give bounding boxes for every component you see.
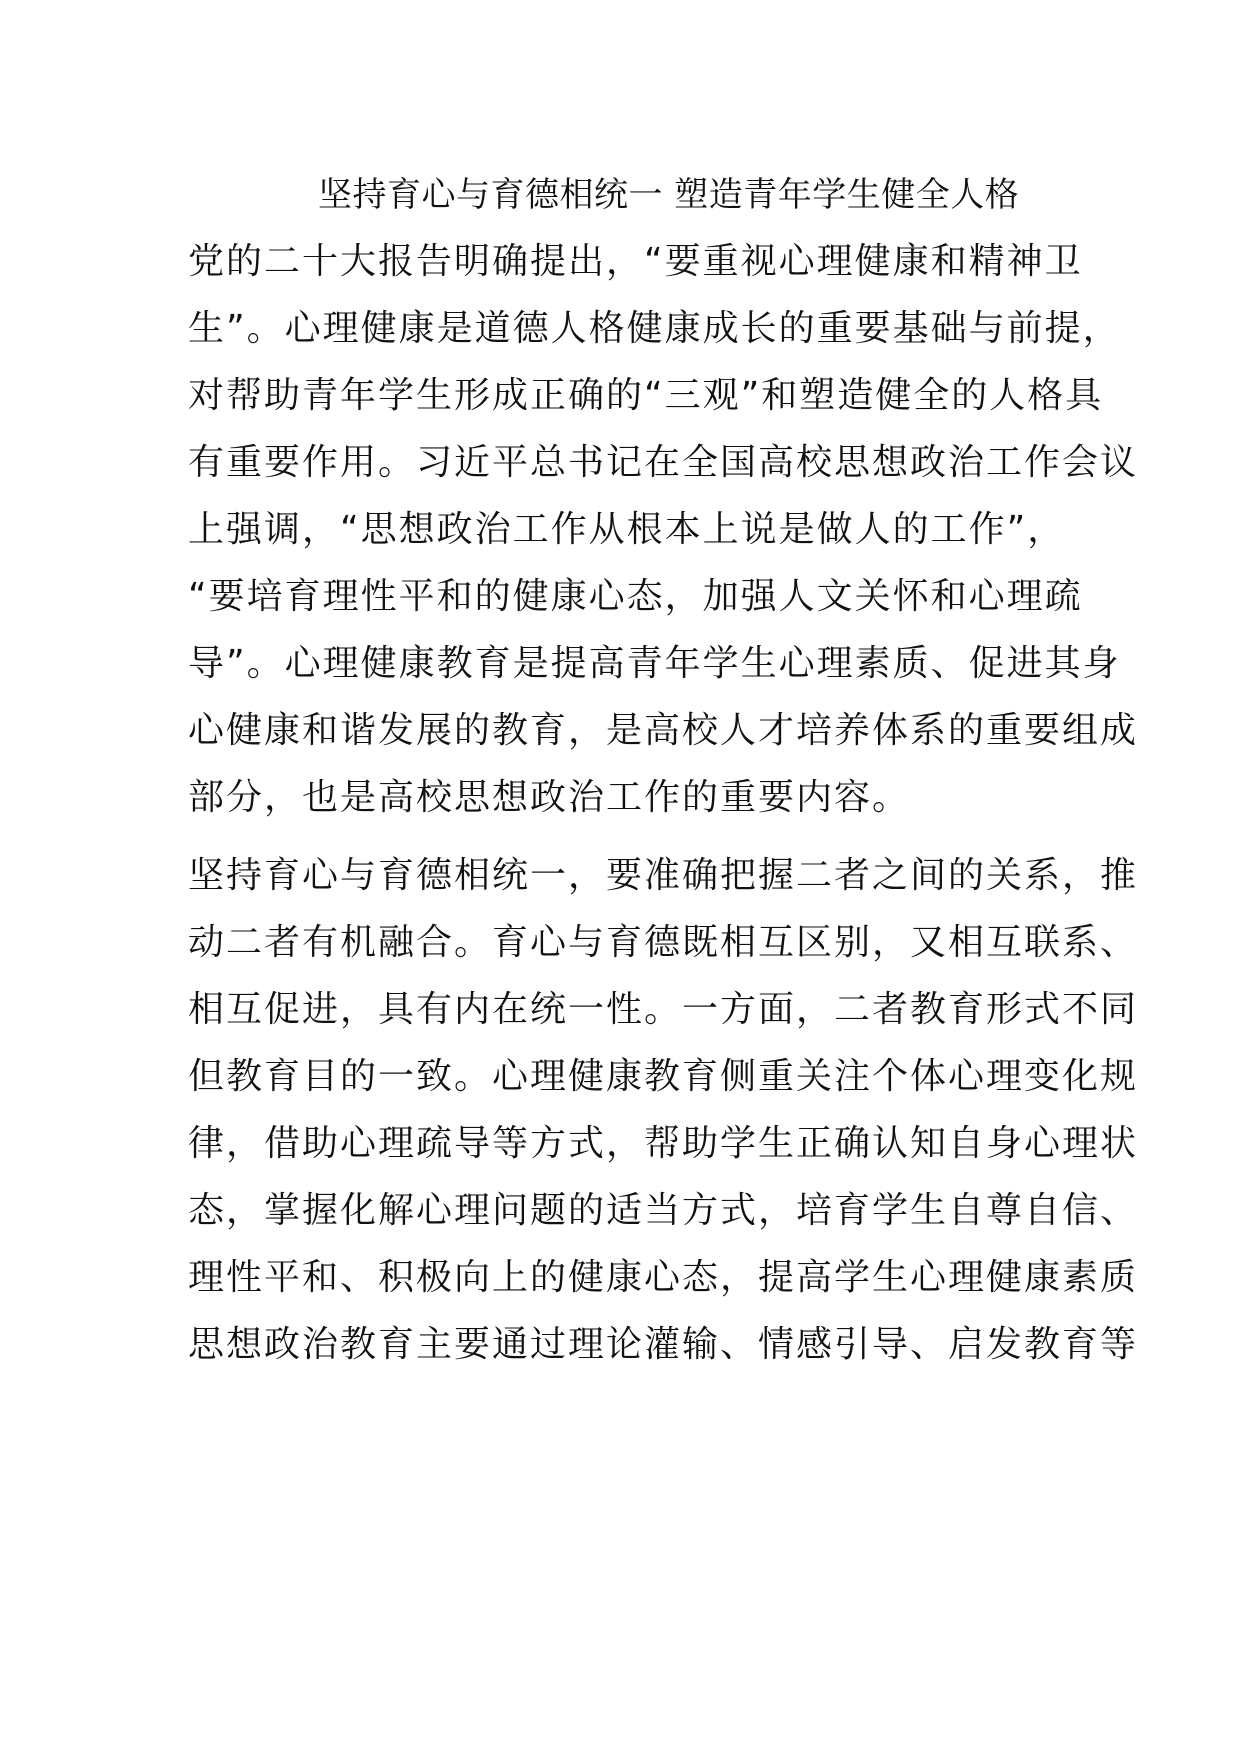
paragraph-1-line: 上强调，“思想政治工作从根本上说是做人的工作”， (188, 509, 1066, 550)
paragraph-2-line: 思想政治教育主要通过理论灌输、情感引导、启发教育等 (188, 1324, 1139, 1365)
paragraph-1-line: 有重要作用。习近平总书记在全国高校思想政治工作会议 (188, 442, 1139, 483)
paragraph-1-line: 心健康和谐发展的教育，是高校人才培养体系的重要组成 (188, 710, 1139, 751)
paragraph-2-line: 律，借助心理疏导等方式，帮助学生正确认知自身心理状 (188, 1123, 1139, 1164)
paragraph-2-line: 态，掌握化解心理问题的适当方式，培育学生自尊自信、 (188, 1190, 1139, 1231)
paragraph-1-line: 导”。心理健康教育是提高青年学生心理素质、促进其身 (188, 643, 1121, 684)
document-title: 坚持育心与育德相统一 塑造青年学生健全人格 (318, 175, 1020, 215)
paragraph-1-line: 部分，也是高校思想政治工作的重要内容。 (188, 777, 911, 818)
paragraph-1-line: “要培育理性平和的健康心态，加强人文关怀和心理疏 (188, 576, 1083, 617)
paragraph-2-line: 动二者有机融合。育心与育德既相互区别，又相互联系、 (188, 922, 1139, 963)
paragraph-2-line: 坚持育心与育德相统一，要准确把握二者之间的关系，推 (188, 855, 1139, 896)
paragraph-2-line: 但教育目的一致。心理健康教育侧重关注个体心理变化规 (188, 1056, 1139, 1097)
paragraph-1-line: 对帮助青年学生形成正确的“三观”和塑造健全的人格具 (188, 375, 1104, 416)
paragraph-2-line: 相互促进，具有内在统一性。一方面，二者教育形式不同 (188, 989, 1139, 1030)
paragraph-1-line: 生”。心理健康是道德人格健康成长的重要基础与前提， (188, 308, 1121, 349)
paragraph-2-line: 理性平和、积极向上的健康心态，提高学生心理健康素质 (188, 1257, 1139, 1298)
paragraph-1-line: 党的二十大报告明确提出，“要重视心理健康和精神卫 (188, 241, 1083, 282)
